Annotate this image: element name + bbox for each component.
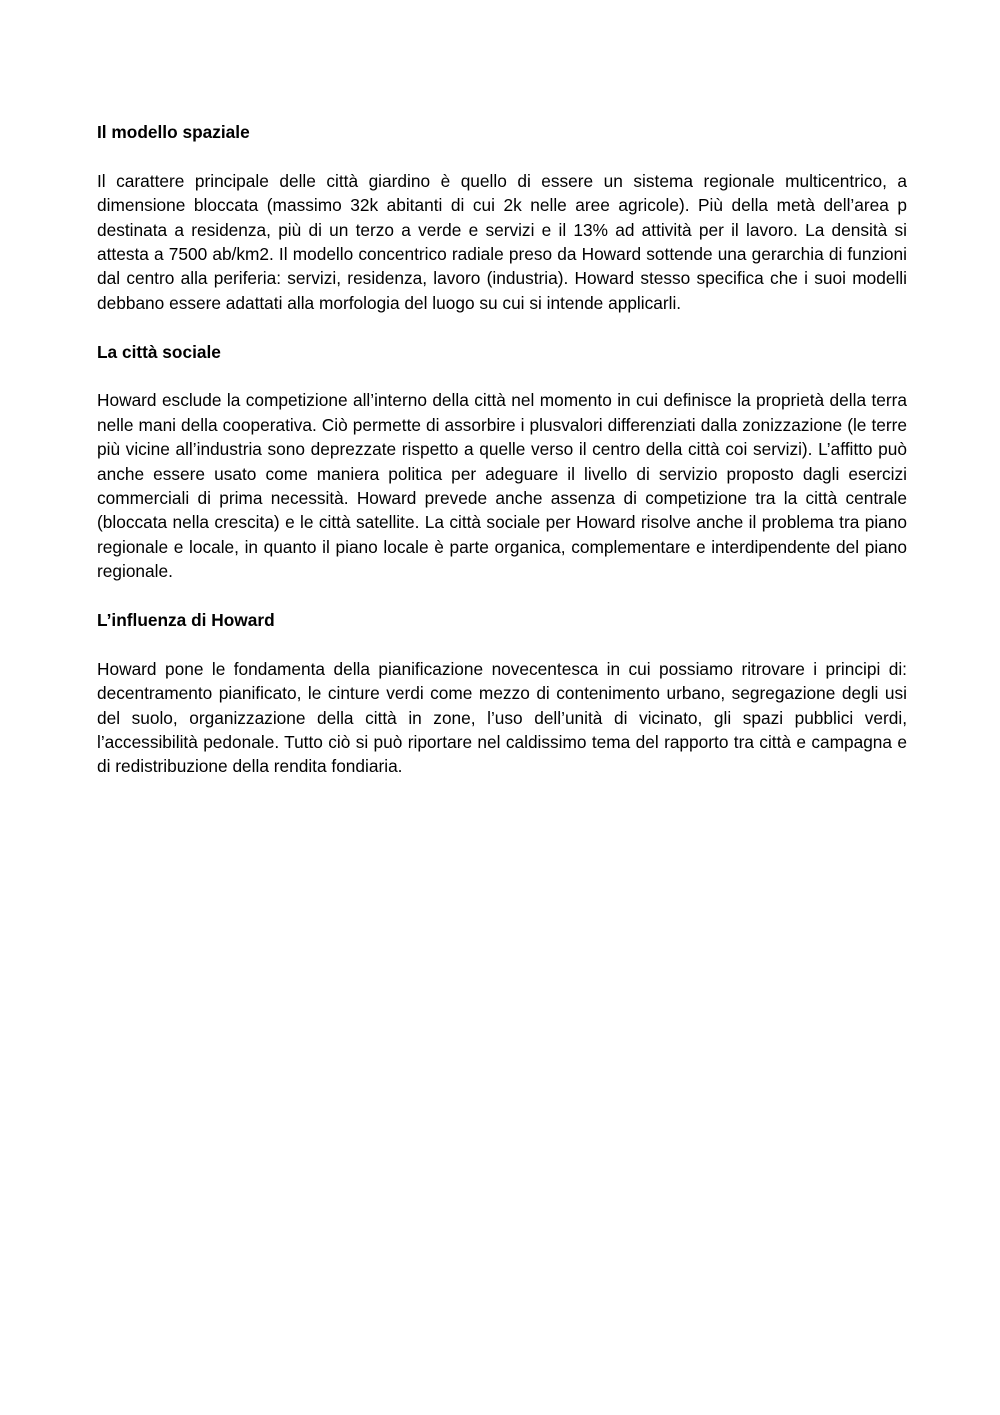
section-heading: L’influenza di Howard — [97, 610, 275, 631]
section-citta-sociale — [97, 340, 907, 584]
section-paragraph: Howard esclude la competizione all’interno della città nel momento in cui definisce la proprietà della terra nelle mani della cooperativa. Ciò permette di assorbire i plusvalori differenziati dalla zonizzazione (le terre più vicine all’industria sono deprezzate rispetto a quelle verso il centro della città coi servizi). L’affitto può anche essere usato come maniera politica per adeguare il livello di servizio proposto dagli esercizi commerciali di prima necessità. Howard prevede anche assenza di competizione tra la città centrale (bloccata nella crescita) e le città satellite. La città sociale per Howard risolve anche il problema tra piano regionale e locale, in quanto il piano locale è parte organica, complementare e interdipendente del piano regionale. — [97, 390, 907, 582]
section-paragraph: Howard pone le fondamenta della pianificazione novecentesca in cui possiamo ritrovare i principi di: decentramento pianificato, le cinture verdi come mezzo di contenimento urbano, segregazione degli usi del suolo, organizzazione della città in zone, l’uso dell’unità di vicinato, gli spazi pubblici verdi, l’accessibilità pedonale. Tutto ciò si può riportare nel caldissimo tema del rapporto tra città e campagna e di redistribuzione della rendita fondiaria. — [97, 658, 907, 777]
document-page — [97, 120, 907, 803]
section-modello-spaziale — [97, 120, 907, 315]
section-heading: Il modello spaziale — [97, 122, 250, 142]
section-paragraph: Il carattere principale delle città giardino è quello di essere un sistema regionale multicentrico, a dimensione bloccata (massimo 32k abitanti di cui 2k nelle aree agricole). Più della metà dell’area p destinata a residenza, più di un terzo a verde e servizi e il 13% ad attività per il lavoro. La densità si attesta a 7500 ab/km2. Il modello concentrico radiale preso da Howard sottende una gerarchia di funzioni dal centro alla periferia: servizi, residenza, lavoro (industria). Howard stesso specifica che i suoi modelli debbano essere adattati alla morfologia del luogo su cui si intende applicarli. — [97, 170, 907, 313]
section-influenza-howard — [97, 608, 907, 779]
section-heading: La città sociale — [97, 341, 221, 362]
